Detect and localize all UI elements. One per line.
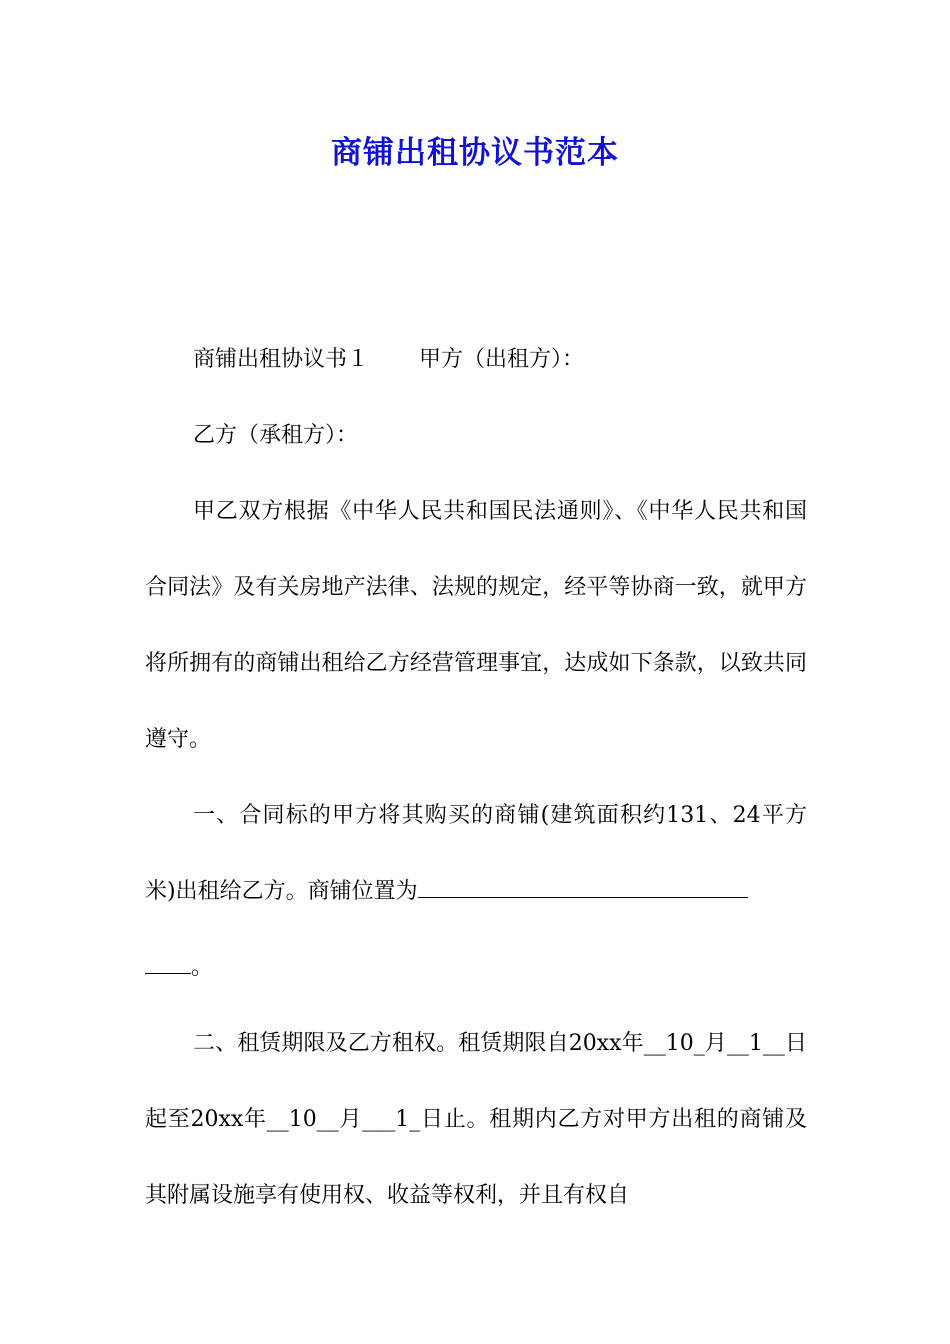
clause-1-text: 一、合同标的甲方将其购买的商铺(建筑面积约131、24平方米)出租给乙方。商铺位置为 [145,803,807,904]
agreement-label: 商铺出租协议书１ [193,347,370,372]
party-b-label: 乙方（承租方）： [193,423,359,448]
party-a-label: 甲方（出租方）： [419,347,585,372]
location-blank-line [418,877,748,898]
intro-paragraph: 甲乙双方根据《中华人民共和国民法通则》、《中华人民共和国合同法》及有关房地产法律、法规的规定，经平等协商一致，就甲方将所拥有的商铺出租给乙方经营管理事宜，达成如下条款，以致共同遵守。 [145,499,807,752]
document-title: 商铺出租协议书范本 [331,135,619,171]
clause-1-tail: 。 [191,955,214,980]
clause-2-paragraph: 二、租赁期限及乙方租权。租赁期限自20xx年__10_月__1__日起至20xx年__10__月___1_日止。租期内乙方对甲方出租的商铺及其附属设施享有使用权、收益等权利，并且有权自 [145,1031,807,1208]
location-blank-line-cont [145,953,191,974]
heading-line [145,322,807,398]
clause-1-paragraph [145,778,807,1006]
document-body [145,322,807,1234]
